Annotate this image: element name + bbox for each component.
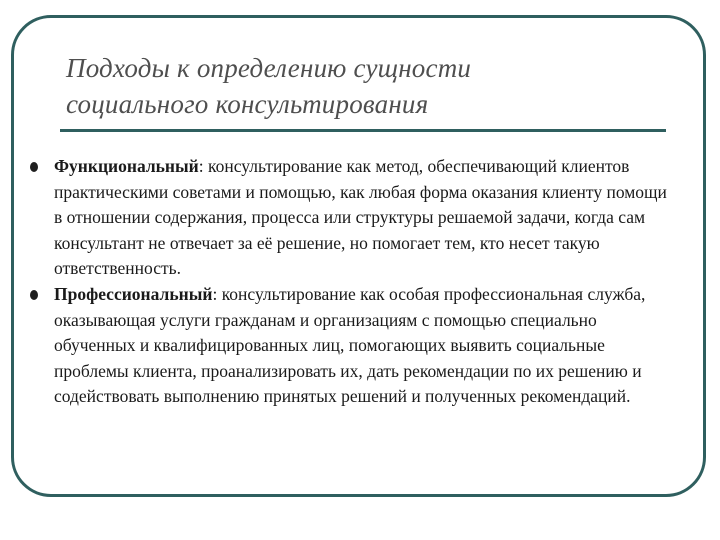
bullet-item-professional	[30, 282, 670, 410]
bullet-item-functional	[30, 154, 670, 282]
bullet-term: Профессиональный	[54, 283, 213, 304]
slide-title	[66, 50, 666, 122]
title-line-1: Подходы к определению сущности	[66, 53, 472, 83]
bullet-term: Функциональный	[54, 156, 199, 176]
bullet-text: : консультирование как особая профессиональная служба, оказывающая услуги гражданам и организациям с помощью специально обученных и квалифицированных лиц, помогающих выявить социальные проблемы клиента, проанализировать их, дать рекомендации по их решению и содействовать выполнению принятых решений и полученных рекомендаций.	[54, 283, 646, 407]
bullet-text: : консультирование как метод, обеспечивающий клиентов практическими советами и помощью, как любая форма оказания клиенту помощи в отношении содержания, процесса или структуры решаемой задачи, когда сам консультант не отвечает за её решение, но помогает тем, кто несет такую ответственность.	[54, 156, 667, 279]
bullet-list	[30, 154, 670, 410]
title-underline	[60, 129, 666, 132]
bullet-dot-icon	[30, 290, 38, 300]
title-line-2: социального консультирования	[66, 89, 429, 119]
bullet-dot-icon	[30, 162, 38, 172]
